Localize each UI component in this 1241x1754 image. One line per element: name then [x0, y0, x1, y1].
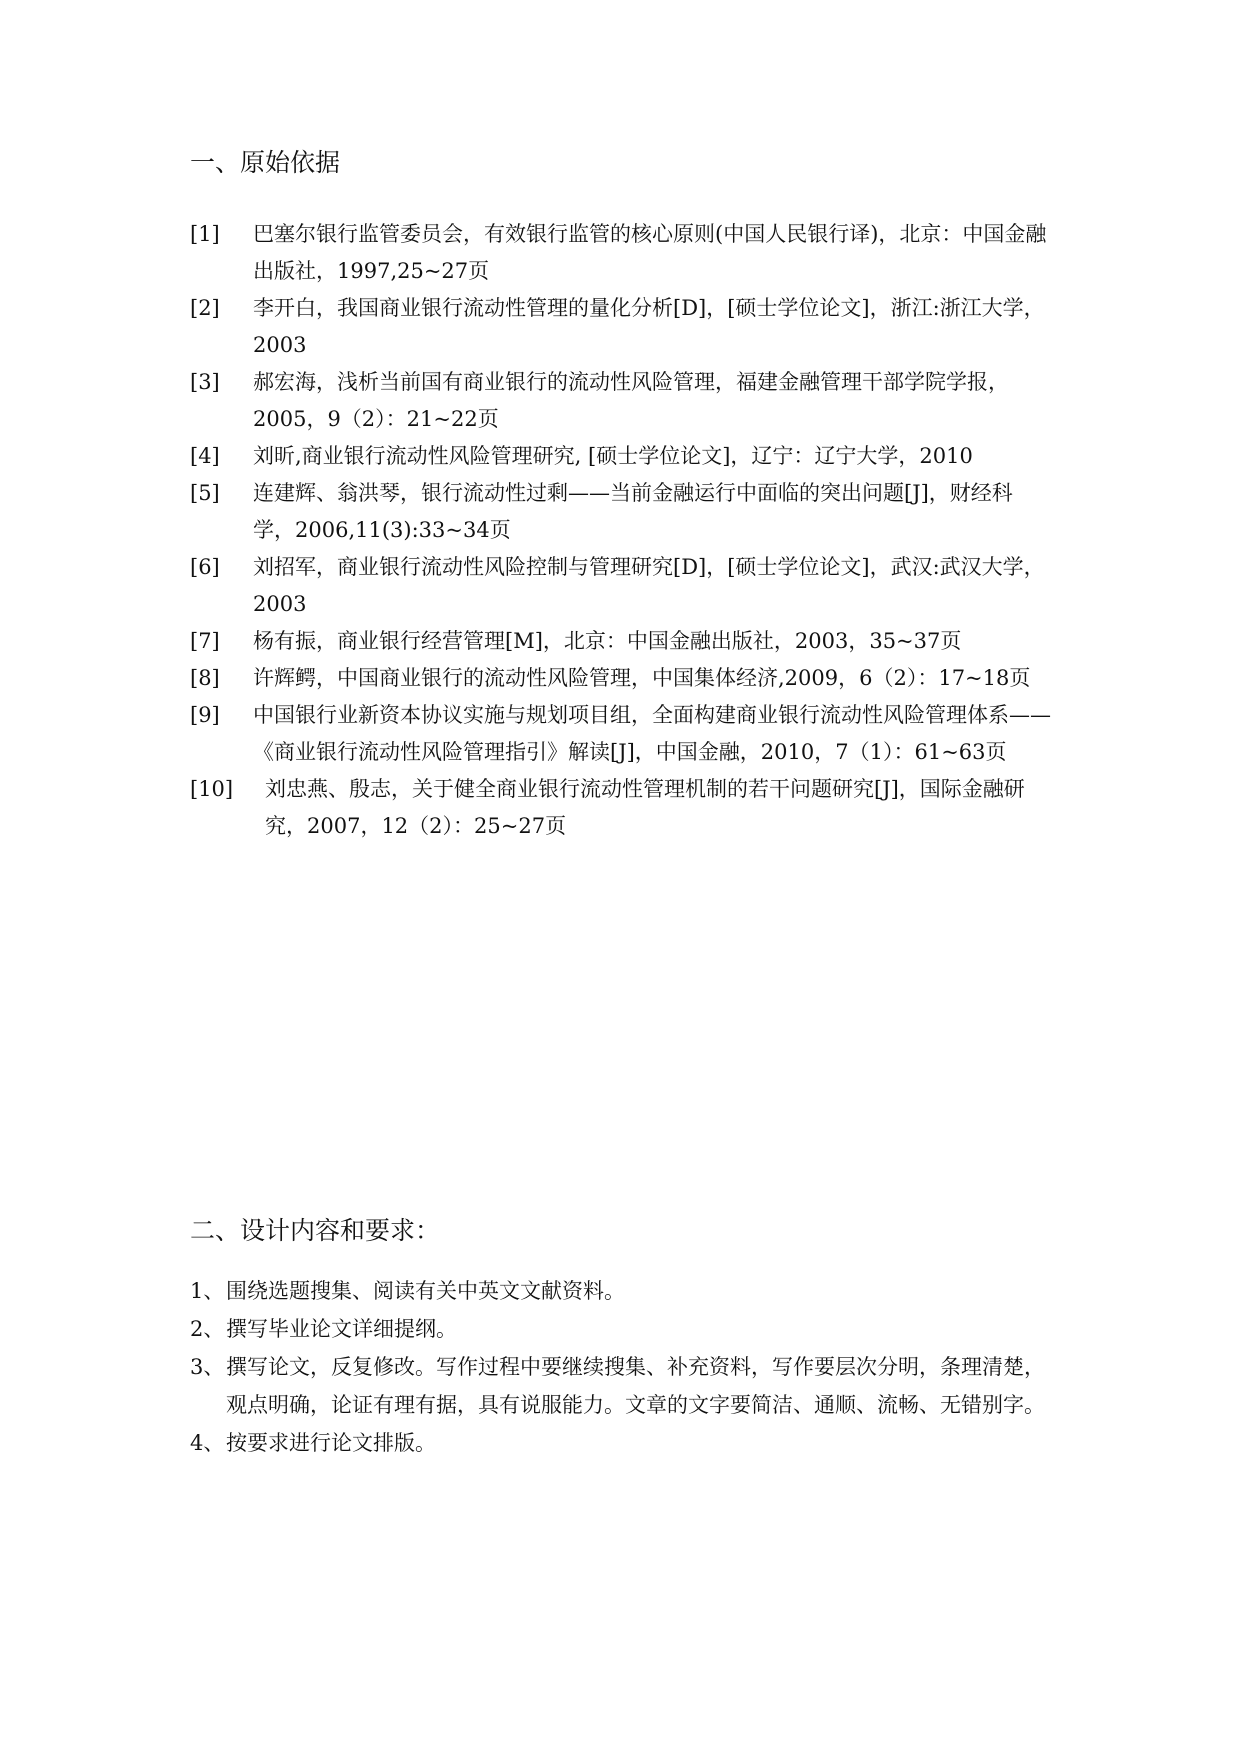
- reference-number: [6]: [190, 555, 220, 579]
- reference-number: [10]: [190, 777, 234, 801]
- reference-text: 刘忠燕、殷志，关于健全商业银行流动性管理机制的若干问题研究[J]，国际金融研究，2007，12（2）：25~27页: [265, 777, 1025, 838]
- reference-number: [1]: [190, 222, 220, 246]
- reference-item: [190, 771, 1090, 845]
- reference-text: 杨有振，商业银行经营管理[M]，北京：中国金融出版社，2003，35~37页: [253, 629, 962, 653]
- reference-text: 刘昕,商业银行流动性风险管理研究, [硕士学位论文]，辽宁：辽宁大学，2010: [253, 444, 973, 468]
- reference-number: [8]: [190, 666, 220, 690]
- reference-list: [190, 216, 1090, 845]
- reference-number: [4]: [190, 444, 220, 468]
- reference-text: 许辉鳄，中国商业银行的流动性风险管理，中国集体经济,2009，6（2）：17~18页: [253, 666, 1031, 690]
- requirement-item: [190, 1424, 1070, 1462]
- requirement-number: 4、: [190, 1431, 225, 1455]
- reference-item: [190, 660, 1090, 697]
- requirement-text: 撰写毕业论文详细提纲。: [226, 1317, 457, 1341]
- reference-number: [3]: [190, 370, 220, 394]
- reference-item: [190, 290, 1090, 364]
- reference-number: [2]: [190, 296, 220, 320]
- reference-item: [190, 475, 1090, 549]
- reference-item: [190, 549, 1090, 623]
- reference-number: [5]: [190, 481, 220, 505]
- section-heading-original-basis: 一、原始依据: [190, 148, 341, 177]
- reference-text: 郝宏海，浅析当前国有商业银行的流动性风险管理，福建金融管理干部学院学报，2005，9（2）：21~22页: [253, 370, 1009, 431]
- reference-text: 中国银行业新资本协议实施与规划项目组，全面构建商业银行流动性风险管理体系——《商业银行流动性风险管理指引》解读[J]，中国金融，2010，7（1）：61~63页: [253, 703, 1051, 764]
- reference-text: 李开白，我国商业银行流动性管理的量化分析[D]，[硕士学位论文]，浙江:浙江大学，2003: [253, 296, 1045, 357]
- section-heading-design-requirements: 二、设计内容和要求：: [190, 1216, 441, 1245]
- reference-item: [190, 216, 1090, 290]
- reference-number: [9]: [190, 703, 220, 727]
- reference-item: [190, 438, 1090, 475]
- requirement-number: 3、: [190, 1355, 225, 1379]
- requirement-text: 按要求进行论文排版。: [226, 1431, 436, 1455]
- reference-number: [7]: [190, 629, 220, 653]
- requirement-number: 2、: [190, 1317, 225, 1341]
- reference-item: [190, 364, 1090, 438]
- reference-text: 巴塞尔银行监管委员会，有效银行监管的核心原则(中国人民银行译)，北京：中国金融出版社，1997,25~27页: [253, 222, 1047, 283]
- reference-item: [190, 697, 1090, 771]
- reference-text: 连建辉、翁洪琴，银行流动性过剩——当前金融运行中面临的突出问题[J]，财经科学，2006,11(3):33~34页: [253, 481, 1013, 542]
- reference-item: [190, 623, 1090, 660]
- requirement-item: [190, 1310, 1070, 1348]
- requirement-number: 1、: [190, 1279, 225, 1303]
- reference-text: 刘招军，商业银行流动性风险控制与管理研究[D]，[硕士学位论文]，武汉:武汉大学，2003: [253, 555, 1045, 616]
- requirement-text: 撰写论文，反复修改。写作过程中要继续搜集、补充资料，写作要层次分明，条理清楚，观点明确，论证有理有据，具有说服能力。文章的文字要简洁、通顺、流畅、无错别字。: [226, 1355, 1045, 1417]
- requirement-list: [190, 1272, 1070, 1462]
- requirement-text: 围绕选题搜集、阅读有关中英文文献资料。: [226, 1279, 625, 1303]
- requirement-item: [190, 1348, 1070, 1424]
- requirement-item: [190, 1272, 1070, 1310]
